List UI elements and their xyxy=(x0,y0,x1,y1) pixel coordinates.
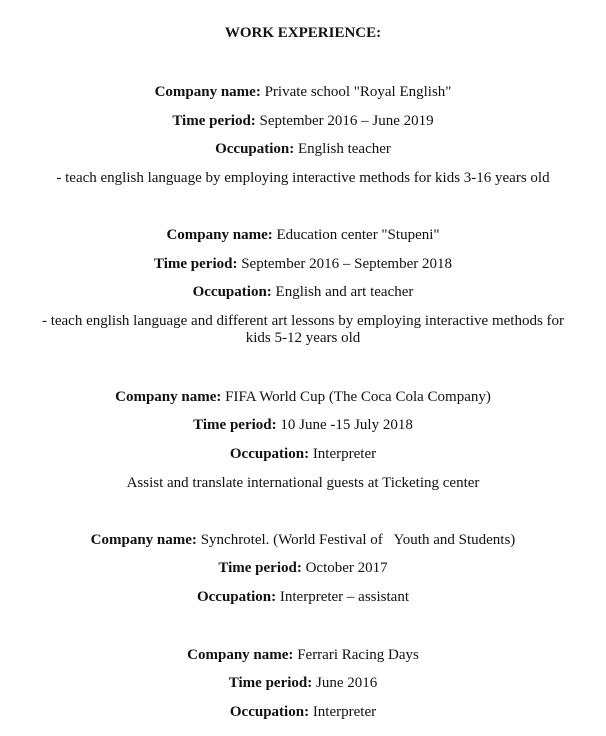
job-3-company xyxy=(0,389,606,406)
job-2-company xyxy=(0,227,606,244)
job-2-time xyxy=(0,256,606,273)
company-value: FIFA World Cup (The Coca Cola Company) xyxy=(225,389,491,405)
company-label: Company name: xyxy=(166,227,273,243)
time-label: Time period: xyxy=(218,560,302,576)
job-3-occupation xyxy=(0,446,606,463)
occupation-value: Interpreter xyxy=(312,704,377,720)
job-1-time xyxy=(0,113,606,130)
company-label: Company name: xyxy=(115,389,222,405)
job-3-time xyxy=(0,417,606,434)
job-1-description: - teach english language by employing interactive methods for kids 3-16 years old xyxy=(56,170,550,186)
company-label: Company name: xyxy=(187,647,294,663)
time-value: June 2016 xyxy=(315,675,378,691)
time-label: Time period: xyxy=(193,417,277,433)
job-1-occupation xyxy=(0,141,606,158)
job-5-occupation xyxy=(0,704,606,721)
job-2-description: - teach english language and different art lessons by employing interactive methods for kids 5-12 years old xyxy=(41,313,565,346)
section-heading: WORK EXPERIENCE: xyxy=(224,25,382,41)
occupation-value: Interpreter – assistant xyxy=(279,589,410,605)
occupation-label: Occupation: xyxy=(196,589,277,605)
job-5-company xyxy=(0,647,606,664)
time-label: Time period: xyxy=(172,113,256,129)
occupation-value: English teacher xyxy=(298,141,391,157)
time-value: September 2016 – September 2018 xyxy=(241,256,452,272)
job-1-company xyxy=(0,84,606,101)
company-label: Company name: xyxy=(90,532,197,548)
occupation-value: Interpreter xyxy=(312,446,377,462)
time-label: Time period: xyxy=(228,675,313,691)
job-2-occupation xyxy=(0,284,606,301)
company-label: Company name: xyxy=(154,84,261,100)
occupation-label: Occupation: xyxy=(215,141,295,157)
time-value: October 2017 xyxy=(305,560,388,576)
time-value: September 2016 – June 2019 xyxy=(259,113,434,129)
job-5-time xyxy=(0,675,606,692)
occupation-label: Occupation: xyxy=(192,284,272,300)
company-value: Ferrari Racing Days xyxy=(297,647,419,663)
occupation-label: Occupation: xyxy=(229,446,310,462)
occupation-value: English and art teacher xyxy=(275,284,414,300)
job-4-company xyxy=(0,532,606,549)
time-value: 10 June -15 July 2018 xyxy=(280,417,413,433)
job-3-description: Assist and translate international guests at Ticketing center xyxy=(126,475,480,491)
company-value: Private school "Royal English" xyxy=(264,84,452,100)
job-4-occupation xyxy=(0,589,606,606)
company-value: Synchrotel. (World Festival of Youth and Students) xyxy=(200,532,516,548)
job-4-time xyxy=(0,560,606,577)
occupation-label: Occupation: xyxy=(229,704,310,720)
time-label: Time period: xyxy=(153,256,238,272)
company-value: Education center "Stupeni" xyxy=(276,227,440,243)
